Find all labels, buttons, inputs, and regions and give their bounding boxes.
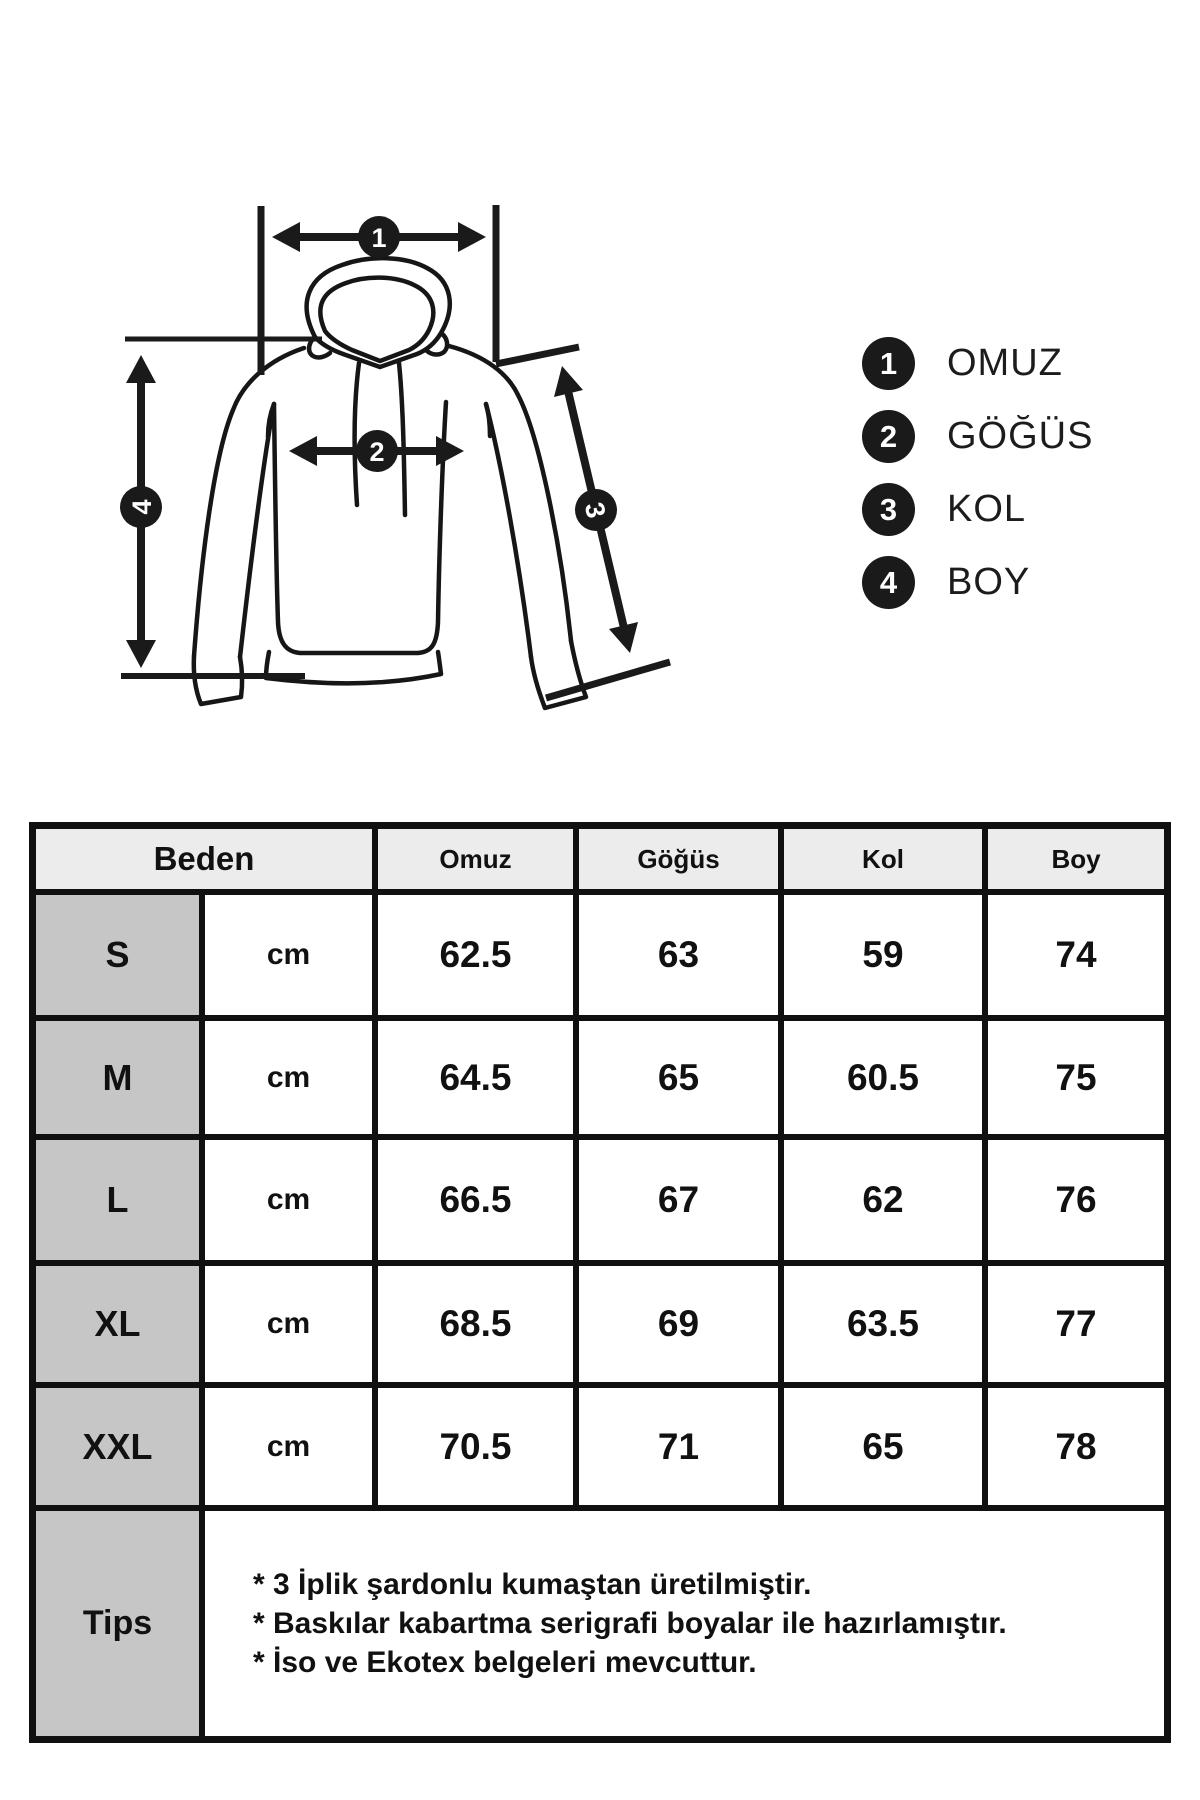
legend-label-kol: KOL [947, 488, 1027, 530]
legend-item-kol [862, 483, 1093, 536]
legend-label-omuz: OMUZ [947, 342, 1063, 384]
value-omuz: 64.5 [378, 1021, 573, 1134]
value-gogus: 67 [579, 1140, 778, 1260]
marker-2: 2 [369, 437, 385, 467]
col-header-gogus: Göğüs [579, 829, 778, 889]
legend-bullet-1: 1 [862, 337, 915, 390]
tips-line-1: * 3 İplik şardonlu kumaştan üretilmiştir. [253, 1568, 812, 1601]
legend-bullet-4: 4 [862, 556, 915, 609]
value-gogus: 63 [579, 895, 778, 1015]
legend-label-gogus: GÖĞÜS [947, 415, 1094, 457]
measurement-legend [862, 337, 1093, 609]
value-boy: 76 [988, 1140, 1164, 1260]
tips-label: Tips [36, 1511, 199, 1736]
value-omuz: 62.5 [378, 895, 573, 1015]
value-kol: 60.5 [784, 1021, 982, 1134]
unit-cell: cm [205, 1266, 372, 1382]
unit-cell: cm [205, 895, 372, 1015]
legend-item-omuz [862, 337, 1093, 390]
unit-cell: cm [205, 1140, 372, 1260]
legend-item-gogus [862, 410, 1093, 463]
value-boy: 77 [988, 1266, 1164, 1382]
tips-line-3: * İso ve Ekotex belgeleri mevcuttur. [253, 1646, 757, 1679]
value-gogus: 71 [579, 1388, 778, 1505]
size-label: L [36, 1140, 199, 1260]
legend-item-boy [862, 556, 1093, 609]
col-header-omuz: Omuz [378, 829, 573, 889]
value-gogus: 65 [579, 1021, 778, 1134]
unit-cell: cm [205, 1021, 372, 1134]
value-kol: 65 [784, 1388, 982, 1505]
size-label: M [36, 1021, 199, 1134]
hoodie-drawing [194, 258, 586, 708]
col-header-kol: Kol [784, 829, 982, 889]
value-kol: 62 [784, 1140, 982, 1260]
size-label: XL [36, 1266, 199, 1382]
marker-3: 3 [578, 499, 612, 521]
value-kol: 59 [784, 895, 982, 1015]
size-table [29, 822, 1171, 1743]
legend-bullet-2: 2 [862, 410, 915, 463]
tips-body [205, 1511, 1164, 1736]
marker-1: 1 [371, 223, 387, 253]
value-omuz: 70.5 [378, 1388, 573, 1505]
tips-line-2: * Baskılar kabartma serigrafi boyalar ile hazırlamıştır. [253, 1607, 1007, 1640]
value-omuz: 66.5 [378, 1140, 573, 1260]
value-gogus: 69 [579, 1266, 778, 1382]
size-label: S [36, 895, 199, 1015]
arrow-boy [120, 355, 162, 668]
size-label: XXL [36, 1388, 199, 1505]
col-header-boy: Boy [988, 829, 1164, 889]
value-kol: 63.5 [784, 1266, 982, 1382]
value-boy: 78 [988, 1388, 1164, 1505]
arrow-omuz [272, 216, 486, 258]
legend-bullet-3: 3 [862, 483, 915, 536]
unit-cell: cm [205, 1388, 372, 1505]
arrow-gogus [289, 430, 464, 472]
legend-label-boy: BOY [947, 561, 1031, 603]
value-omuz: 68.5 [378, 1266, 573, 1382]
marker-4: 4 [127, 499, 157, 515]
value-boy: 75 [988, 1021, 1164, 1134]
col-header-beden: Beden [36, 829, 372, 889]
value-boy: 74 [988, 895, 1164, 1015]
